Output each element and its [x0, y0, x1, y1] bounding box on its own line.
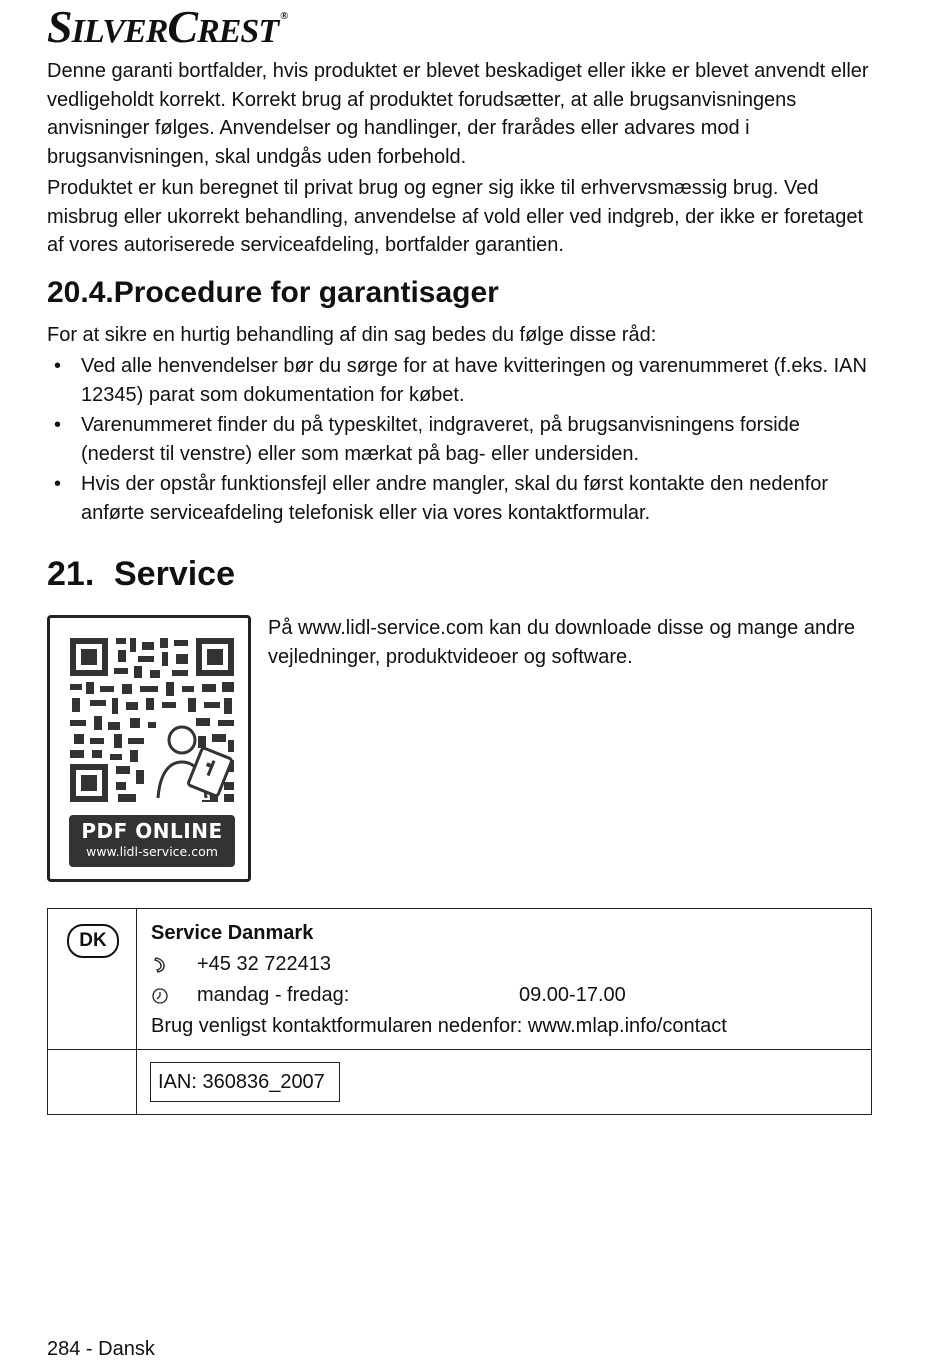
qr-code-icon	[68, 636, 236, 804]
procedure-list	[47, 352, 877, 529]
warranty-paragraph-2: Produktet er kun beregnet til privat brug og egner sig ikke til erhvervsmæssig brug. Ved misbrug eller ukorrekt behandling, anvendelse af vold eller ved indgreb, der ikke er foretaget af vores autoriserede serviceafdeling, bortfalder garantien.	[47, 177, 864, 256]
silvercrest-logo: SILVERCREST ®	[47, 1, 288, 52]
qr-code-card[interactable]	[47, 615, 251, 882]
service-info-cell	[137, 909, 872, 1050]
phone-row	[151, 949, 870, 980]
service-title: Service Danmark	[151, 922, 314, 944]
page-footer: 284 - Dansk	[47, 1338, 155, 1360]
list-item: • Varenummeret finder du på typeskiltet, indgraveret, på brugsanvisningens forside (nederst til venstre) eller som mærkat på bag- eller undersiden.	[54, 414, 800, 465]
ian-number: IAN: 360836_2007	[150, 1062, 340, 1102]
warranty-text	[47, 57, 877, 263]
opening-hours: 09.00-17.00	[519, 984, 626, 1006]
list-item: • Ved alle henvendelser bør du sørge for at have kvitteringen og varenummeret (f.eks. IAN 12345) parat som dokumentation for købet.	[54, 355, 867, 406]
section-20-4-heading	[47, 276, 499, 310]
phone-number[interactable]: +45 32 722413	[197, 953, 332, 975]
procedure-intro: For at sikre en hurtig behandling af din sag bedes du følge disse råd:	[47, 324, 657, 346]
country-badge: DK	[67, 924, 119, 958]
service-contact-table	[47, 908, 872, 1115]
list-item: • Hvis der opstår funktionsfejl eller andre mangler, skal du først kontakte den nedenfor anførte serviceafdeling telefonisk eller via vores kontaktformular.	[54, 473, 829, 524]
empty-cell	[48, 1050, 137, 1115]
phone-icon	[151, 956, 197, 974]
clock-icon	[151, 987, 197, 1005]
service-download-text: På www.lidl-service.com kan du downloade disse og mange andre vejledninger, produktvideoer og software.	[268, 617, 855, 668]
section-number: 20.4.	[47, 276, 114, 309]
section-title: Service	[114, 555, 235, 593]
section-number: 21.	[47, 555, 95, 593]
hours-row	[151, 980, 870, 1011]
pdf-online-badge: PDF ONLINE www.lidl-service.com	[69, 815, 235, 867]
opening-days: mandag - fredag:	[197, 984, 350, 1006]
section-title: Procedure for garantisager	[113, 276, 499, 309]
ian-cell	[137, 1050, 872, 1115]
country-cell	[48, 909, 137, 1050]
section-21-heading	[47, 555, 235, 594]
contact-text: Brug venligst kontaktformularen nedenfor: www.mlap.info/contact	[151, 1015, 727, 1037]
warranty-paragraph-1: Denne garanti bortfalder, hvis produktet er blevet beskadiget eller ikke er blevet anvendt eller vedligeholdt korrekt. Korrekt brug af produktet forudsætter, at alle brugsanvisningens anvisninger følges. Anvendelser og handlinger, der frarådes eller advares mod i brugsanvisningen, skal undgås uden forbehold.	[47, 60, 869, 168]
